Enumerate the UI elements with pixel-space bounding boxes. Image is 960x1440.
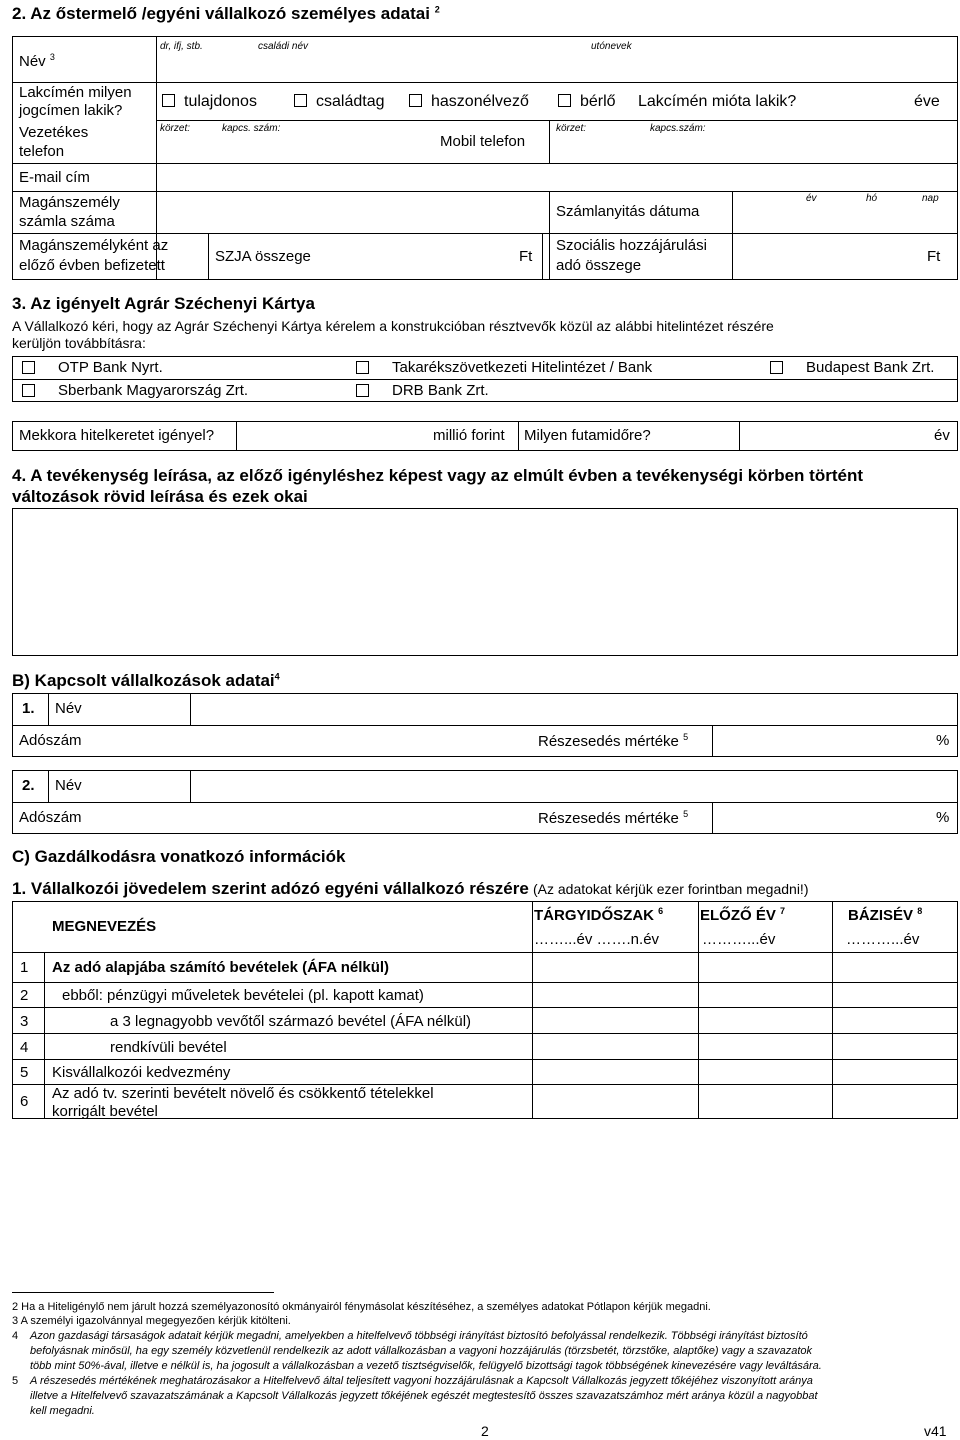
footnote-5-line-2: illetve a Hitelfelvevő szavazatszámának a Kapcsolt Vállalkozás jegyzett tőkéjének egészét megtestesítő összes szavazatszámhoz mért aránya közül a nagyobbat	[30, 1390, 818, 1402]
bank-takarek: Takarékszövetkezeti Hitelintézet / Bank	[392, 359, 653, 376]
nev-label: Név $^3$	[19, 52, 55, 70]
kapcs-hint: kapcs. szám:	[222, 123, 281, 134]
hint-given-names: utónevek	[591, 41, 632, 52]
row-6-label-1: Az adó tv. szerinti bevételt növelő és csökkentő tételekkel	[52, 1085, 434, 1102]
checkbox-drb[interactable]	[356, 384, 369, 397]
opt-berlo: bérlő	[580, 93, 616, 110]
checkbox-tulajdonos[interactable]	[162, 94, 175, 107]
section-3-text-2: kerüljön továbbításra:	[12, 335, 146, 351]
section-2-heading: 2. Az őstermelő /egyéni vállalkozó személyes adatai $^2$	[12, 4, 440, 23]
vezetekes-label-2: telefon	[19, 143, 65, 160]
bank-drb: DRB Bank Zrt.	[392, 382, 489, 399]
email-label: E-mail cím	[19, 169, 90, 186]
footnote-5-line-3: kell megadni.	[30, 1405, 95, 1417]
lakcim-label-1: Lakcímén milyen	[19, 84, 132, 101]
korzet-hint-mobil: körzet:	[556, 123, 587, 134]
company-1-reszesedes: Részesedés mértéke $^5$	[538, 732, 689, 750]
col-bazisev: BÁZISÉV $^8$	[848, 906, 923, 924]
col-megnevezes: MEGNEVEZÉS	[52, 918, 157, 935]
bank-otp: OTP Bank Nyrt.	[58, 359, 163, 376]
col-targyidoszak: TÁRGYIDŐSZAK $^6$	[534, 906, 664, 924]
page-number: 2	[481, 1423, 489, 1439]
company-1-number: 1.	[22, 700, 35, 717]
row-6-label-2: korrigált bevétel	[52, 1103, 158, 1120]
row-4-label: rendkívüli bevétel	[110, 1039, 227, 1056]
row-1-label: Az adó alapjába számító bevételek (ÁFA nélkül)	[52, 959, 390, 976]
ft-unit-1: Ft	[519, 248, 533, 265]
footnote-5-line-1: A részesedés mértékének meghatározásakor a Hitelfelvevő által teljesített vagyoni hozzájárulásnak a Kapcsolt Vállalkozás jegyzett tőkéjéhez viszonyított aránya	[30, 1375, 813, 1387]
lakcim-mioita: Lakcímén mióta lakik?	[638, 93, 797, 110]
mobil-label: Mobil telefon	[440, 133, 526, 150]
section-3-text-1: A Vállalkozó kéri, hogy az Agrár Széchenyi Kártya kérelem a konstrukcióban résztvevők közül az alábbi hitelintézet részére	[12, 318, 774, 334]
hitelkeret-field[interactable]	[240, 424, 430, 448]
row-3-num: 3	[20, 1013, 29, 1030]
name-field[interactable]	[160, 56, 950, 80]
company-2-nev: Név	[55, 777, 82, 794]
footnote-3: 3 A személyi igazolvánnyal megegyezően kérjük kitölteni.	[12, 1315, 291, 1327]
eve-label: éve	[914, 93, 940, 110]
company-1-name-field[interactable]	[194, 696, 954, 722]
bank-sberbank: Sberbank Magyarország Zrt.	[58, 382, 249, 399]
row-2-label: ebből: pénzügyi műveletek bevételei (pl. kapott kamat)	[62, 987, 424, 1004]
ev-hint: év	[806, 193, 817, 204]
checkbox-takarek[interactable]	[356, 361, 369, 374]
korzet-hint: körzet:	[160, 123, 191, 134]
row-5-num: 5	[20, 1064, 29, 1081]
company-2-number: 2.	[22, 777, 35, 794]
ft-unit-2: Ft	[927, 248, 941, 265]
nap-hint: nap	[922, 193, 939, 204]
szja-label: SZJA összege	[215, 248, 311, 265]
section-c-heading: C) Gazdálkodásra vonatkozó információk	[12, 847, 346, 866]
footnote-2: 2 Ha a Hiteligénylő nem járult hozzá személyazonosító okmányairól fénymásolat készítéséhez, a személyes adatokat Pótlapon kérjük megadni.	[12, 1301, 711, 1313]
ho-hint: hó	[866, 193, 878, 204]
section-c-sub-heading: 1. Vállalkozói jövedelem szerint adózó egyéni vállalkozó részére (Az adatokat kérjük ezer forintban megadni!)	[12, 879, 809, 898]
col-elozo-ev: ELŐZŐ ÉV $^7$	[700, 906, 786, 924]
row-3-label: a 3 legnagyobb vevőtől származó bevétel (ÁFA nélkül)	[110, 1013, 472, 1030]
ev-unit: év	[934, 427, 950, 444]
bank-budapest: Budapest Bank Zrt.	[806, 359, 935, 376]
footnote-separator	[12, 1292, 274, 1293]
company-1-nev: Név	[55, 700, 82, 717]
kapcs-hint-mobil: kapcs.szám:	[650, 123, 706, 134]
company-2-reszesedes: Részesedés mértéke $^5$	[538, 809, 689, 827]
company-2-name-field[interactable]	[194, 773, 954, 799]
footnote-4-line-1: Azon gazdasági társaságok adatait kérjük megadni, amelyekben a hitelfelvevő többségi irányítást biztosító befolyással rendelkezik. Többségi irányítást biztosító	[30, 1330, 808, 1342]
version-label: v41	[924, 1423, 947, 1439]
footnote-4-line-2: befolyásnak minősül, ha egy személy közvetlenül rendelkezik az adott vállalkozásban a vagyoni hozzájárulás (törzsbetét, törzstőke, alaptőke) vagy a szavazatok	[30, 1345, 813, 1357]
opt-tulajdonos: tulajdonos	[184, 93, 257, 110]
szocialis-label-2: adó összege	[556, 257, 642, 274]
company-2-pct: %	[936, 809, 950, 826]
company-1-pct: %	[936, 732, 950, 749]
checkbox-otp[interactable]	[22, 361, 35, 374]
activity-description-box[interactable]	[12, 508, 958, 656]
footnote-4-num: 4	[12, 1330, 19, 1342]
checkbox-berlo[interactable]	[558, 94, 571, 107]
row-4-num: 4	[20, 1039, 29, 1056]
footnote-4-line-3: több mint 50%-ával, illetve e nélkül is, ha jogosult a vállalkozásban a vezető tisztségviselők, felügyelő bizottsági tagok többségének kinevezésére vagy leváltására.	[30, 1360, 822, 1372]
vezetekes-label-1: Vezetékes	[19, 124, 89, 141]
futamido-label: Milyen futamidőre?	[524, 427, 651, 444]
checkbox-haszonelvezo[interactable]	[409, 94, 422, 107]
company-2-adoszam: Adószám	[19, 809, 82, 826]
hint-title: dr, ifj, stb.	[160, 41, 203, 52]
section-4-heading-1: 4. A tevékenység leírása, az előző igényléshez képest vagy az elmúlt évben a tevékenységi körben történt	[12, 466, 863, 485]
dots-targy: ……...év …….n.év	[534, 931, 660, 948]
row-2-num: 2	[20, 987, 29, 1004]
szocialis-label-1: Szociális hozzájárulási	[556, 237, 707, 254]
section-4-heading-2: változások rövid leírása és ezek okai	[12, 487, 308, 506]
section-b-heading: B) Kapcsolt vállalkozások adatai$^4$	[12, 671, 280, 690]
szamlanyitas-label: Számlanyitás dátuma	[556, 203, 700, 220]
checkbox-csaladtag[interactable]	[294, 94, 307, 107]
checkbox-sberbank[interactable]	[22, 384, 35, 397]
befizetett-label-1: Magánszemélyként az	[19, 237, 169, 254]
checkbox-budapest[interactable]	[770, 361, 783, 374]
section-3-heading: 3. Az igényelt Agrár Széchenyi Kártya	[12, 294, 315, 313]
email-field[interactable]	[160, 166, 950, 188]
company-1-adoszam: Adószám	[19, 732, 82, 749]
row-1-num: 1	[20, 959, 29, 976]
millio-forint: millió forint	[433, 427, 505, 444]
hint-family-name: családi név	[258, 41, 309, 52]
befizetett-label-2: előző évben befizetett	[19, 257, 165, 274]
szamla-label-1: Magánszemély	[19, 194, 120, 211]
row-5-label: Kisvállalkozói kedvezmény	[52, 1064, 231, 1081]
futamido-field[interactable]	[743, 424, 923, 448]
dots-bazis: ………...év	[846, 931, 920, 948]
dots-elozo: ………...év	[702, 931, 776, 948]
row-6-num: 6	[20, 1093, 29, 1110]
opt-haszonelvezo: haszonélvező	[431, 93, 529, 110]
szamla-label-2: számla száma	[19, 213, 115, 230]
footnote-5-num: 5	[12, 1375, 19, 1387]
hitelkeret-label: Mekkora hitelkeretet igényel?	[19, 427, 215, 444]
lakcim-label-2: jogcímen lakik?	[19, 102, 123, 119]
opt-csaladtag: családtag	[316, 93, 385, 110]
